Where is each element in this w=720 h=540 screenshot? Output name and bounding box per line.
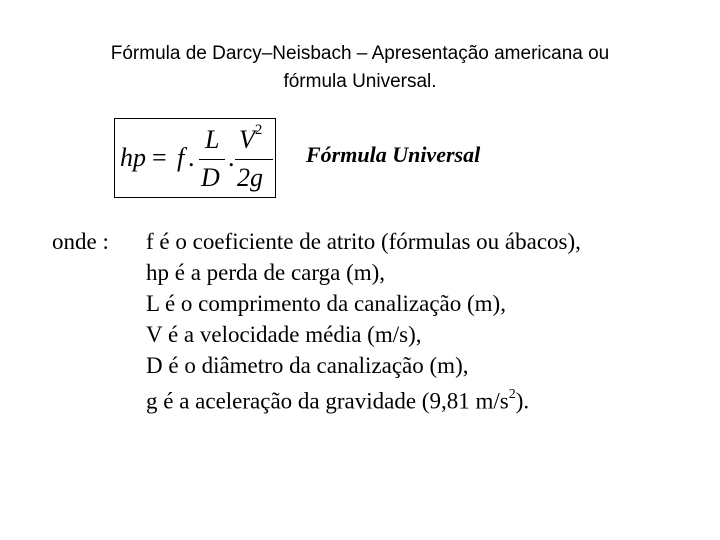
formula-velocity-exponent: 2 bbox=[254, 122, 263, 139]
title-line-1: Fórmula de Darcy–Neisbach – Apresentação americana ou bbox=[110, 43, 610, 64]
fraction-bar-1 bbox=[199, 159, 225, 160]
definition-g-text: g é a aceleração da gravidade (9,81 m/s bbox=[146, 388, 509, 414]
formula-equals: = bbox=[152, 143, 167, 172]
fraction-bar-2 bbox=[235, 159, 273, 160]
formula-denominator-1: D bbox=[201, 163, 220, 192]
formula-label: Fórmula Universal bbox=[306, 142, 481, 167]
formula-dot-1: . bbox=[188, 143, 195, 172]
title-line-2: fórmula Universal. bbox=[283, 71, 437, 92]
definition-item-v: V é a velocidade média (m/s), bbox=[146, 322, 422, 347]
definition-g-exponent: 2 bbox=[508, 387, 516, 402]
definition-g-tail: ). bbox=[515, 388, 530, 414]
definitions-list bbox=[146, 226, 581, 412]
formula-velocity: V bbox=[239, 125, 255, 154]
definitions-prefix: onde : bbox=[52, 229, 109, 254]
definition-item-l: L é o comprimento da canalização (m), bbox=[146, 291, 506, 316]
formula-coefficient: f bbox=[177, 143, 185, 172]
formula-dot-2: . bbox=[228, 143, 235, 172]
formula-numerator-2 bbox=[239, 122, 263, 155]
definition-item-f: f é o coeficiente de atrito (fórmulas ou ábacos), bbox=[146, 229, 581, 254]
definition-item-g bbox=[146, 381, 581, 412]
definition-item-d: D é o diâmetro da canalização (m), bbox=[146, 353, 469, 378]
formula-lhs: hp bbox=[120, 143, 146, 172]
slide-title bbox=[40, 40, 680, 96]
formula-denominator-2: 2g bbox=[237, 163, 263, 192]
formula-numerator-1: L bbox=[205, 125, 220, 154]
definition-item-hp: hp é a perda de carga (m), bbox=[146, 260, 386, 285]
formula-box bbox=[114, 118, 276, 198]
